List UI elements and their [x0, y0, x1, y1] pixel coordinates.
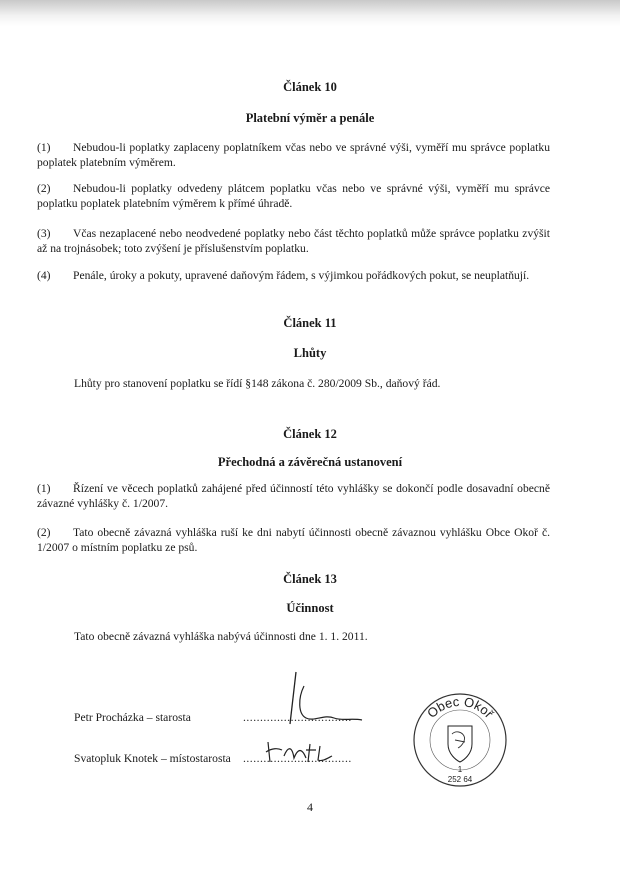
- scan-edge-shadow: [0, 0, 620, 26]
- paragraph-text: Nebudou-li poplatky odvedeny plátcem poplatku včas nebo ve správné výši, vyměří mu správce poplatku poplatek platebním výměrem k přímé úhradě.: [37, 182, 550, 210]
- article-10-paragraph-1: [37, 141, 550, 170]
- paragraph-number: (3): [37, 227, 51, 240]
- signatory-deputy-name: Svatopluk Knotek – místostarosta: [74, 752, 231, 765]
- article-13-text: Tato obecně závazná vyhláška nabývá účinnosti dne 1. 1. 2011.: [74, 630, 368, 643]
- article-10-subheading: Platební výměr a penále: [245, 111, 375, 125]
- article-12-subheading: Přechodná a závěrečná ustanovení: [217, 455, 403, 469]
- article-10-paragraph-2: [37, 182, 550, 211]
- article-11-text: Lhůty pro stanovení poplatku se řídí §148 zákona č. 280/2009 Sb., daňový řád.: [74, 377, 441, 390]
- article-11-subheading: Lhůty: [293, 346, 327, 360]
- signatory-mayor-name: Petr Procházka – starosta: [74, 711, 191, 724]
- paragraph-number: (1): [37, 482, 51, 495]
- article-10-heading: Článek 10: [283, 80, 337, 94]
- svg-text:252 64: 252 64: [447, 775, 473, 784]
- paragraph-text: Tato obecně závazná vyhláška ruší ke dni nabytí účinnosti obecně závaznou vyhlášku Obce Okoř č. 1/2007 o místním poplatku ze psů.: [37, 526, 550, 554]
- paragraph-number: (1): [37, 141, 51, 154]
- paragraph-text: Penále, úroky a pokuty, upravené daňovým řádem, s výjimkou pořádkových pokut, se neuplatňují.: [73, 269, 530, 282]
- paragraph-text: Nebudou-li poplatky zaplaceny poplatníkem včas nebo ve správné výši, vyměří mu správce poplatku poplatek platebním výměrem.: [37, 141, 550, 169]
- article-12-paragraph-1: [37, 482, 550, 511]
- article-13-heading: Článek 13: [283, 572, 337, 586]
- signature-line-deputy: ................................: [243, 752, 352, 765]
- article-13-subheading: Účinnost: [286, 601, 334, 615]
- deputy-signature: [262, 738, 352, 768]
- article-12-heading: Článek 12: [283, 427, 337, 441]
- signature-line-mayor: ................................: [243, 711, 352, 724]
- page-number: 4: [307, 800, 313, 814]
- paragraph-number: (2): [37, 182, 51, 195]
- article-11-heading: Článek 11: [283, 316, 337, 330]
- mayor-signature: [268, 668, 378, 728]
- municipal-stamp: [410, 690, 510, 790]
- svg-text:1: 1: [457, 765, 463, 774]
- paragraph-number: (4): [37, 269, 51, 282]
- paragraph-number: (2): [37, 526, 51, 539]
- paragraph-text: Včas nezaplacené nebo neodvedené poplatky nebo část těchto poplatků může správce poplatku zvýšit až na trojnásobek; toto zvýšení je příslušenstvím poplatku.: [37, 227, 550, 255]
- article-10-paragraph-4: [37, 269, 550, 284]
- paragraph-text: Řízení ve věcech poplatků zahájené před účinností této vyhlášky se dokončí podle dosavadní obecně závazné vyhlášky č. 1/2007.: [37, 482, 550, 510]
- article-12-paragraph-2: [37, 526, 550, 555]
- article-10-paragraph-3: [37, 227, 550, 256]
- stamp-text: Obec Okoř: [424, 693, 497, 721]
